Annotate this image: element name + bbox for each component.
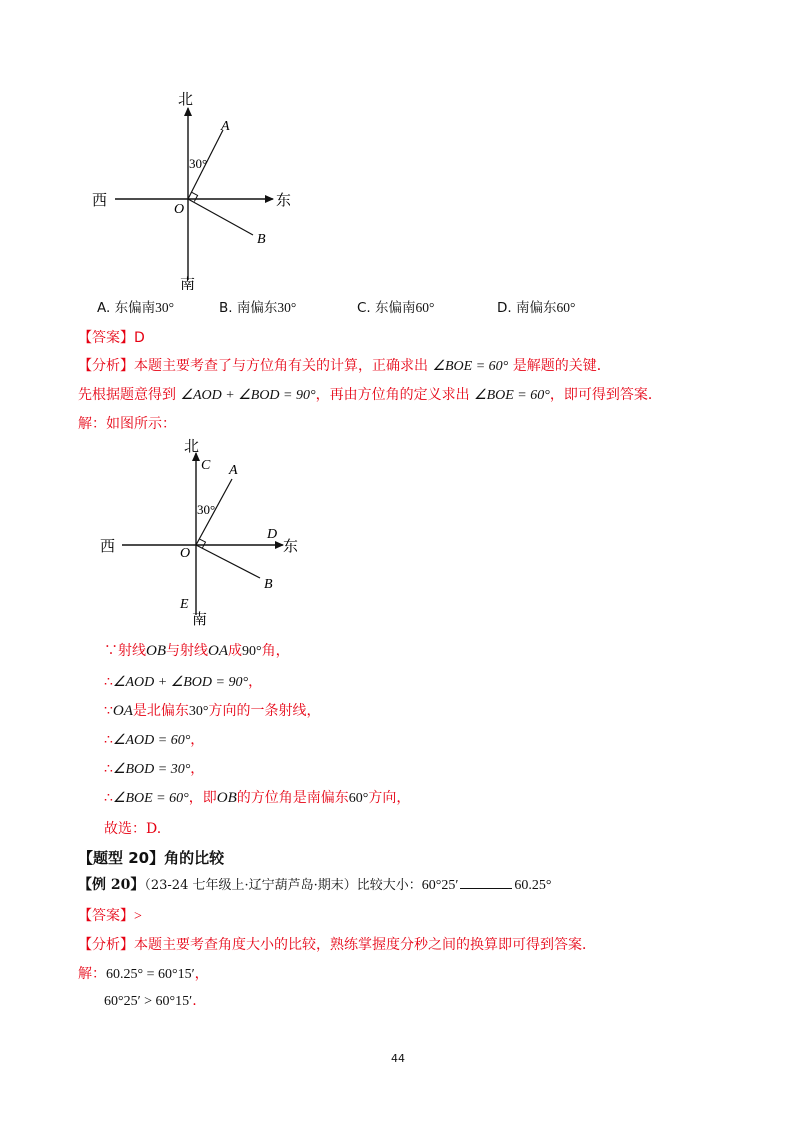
north-label: 北 (178, 92, 194, 108)
option-b-value: 30° (277, 300, 297, 315)
solution-2-end-1: ， (194, 966, 209, 982)
answer-1-tag: 【答案】 (78, 330, 134, 346)
option-b (219, 296, 296, 316)
option-a-value: 30° (155, 300, 174, 315)
step-1-text-d: 角， (261, 643, 290, 659)
answer-1 (78, 327, 145, 347)
option-c-letter: C. (357, 300, 371, 316)
point-A-label-2: A (229, 463, 238, 478)
step-1-text-c: 成 (228, 643, 242, 659)
west-label-2: 西 (100, 539, 116, 555)
point-E-label: E (180, 597, 189, 612)
analysis-1-text-5: ，即可得到答案． (549, 387, 662, 403)
east-label: 东 (276, 193, 292, 209)
section-title: 【题型 20】角的比较 (78, 849, 225, 867)
analysis-1-text-3: 先根据题意得到 (78, 387, 176, 403)
step-6-formula: ∠BOE = 60° (112, 791, 189, 806)
option-a (97, 296, 174, 316)
point-C-label: C (201, 458, 211, 473)
option-a-letter: A. (97, 300, 111, 316)
step-3-degree: 30° (188, 704, 209, 719)
ray-OB-name-2: OB (216, 790, 237, 806)
solution-2-end-2: . (192, 993, 197, 1009)
ray-OA-name: OA (208, 643, 228, 659)
therefore-sym-4: ∴ (104, 790, 113, 806)
solution-2-label: 解： (78, 966, 106, 982)
step-5 (104, 758, 204, 778)
point-O-label: O (174, 202, 185, 217)
answer-1-value: D (134, 330, 145, 346)
example-left-value: 60°25′ (421, 878, 459, 893)
option-c-text: 东偏南 (375, 300, 416, 316)
option-d-text: 南偏东 (515, 300, 557, 316)
angle-30-label-2: 30° (197, 502, 216, 517)
step-5-formula: ∠BOD = 30° (112, 762, 191, 777)
analysis-2 (78, 934, 596, 954)
option-c-value: 60° (415, 300, 435, 315)
solution-2-formula-2: 60°25′ > 60°15′ (104, 994, 193, 1009)
angle-30-label: 30° (189, 156, 208, 171)
formula-BOE-60: ∠BOE = 60° (432, 359, 509, 374)
analysis-2-text: 本题主要考查角度大小的比较，熟练掌握度分秒之间的换算即可得到答案． (134, 937, 596, 953)
example-tag: 【例 20】 (78, 877, 145, 893)
figure-1-diagram (80, 85, 310, 290)
analysis-1-tag: 【分析】 (78, 358, 134, 374)
south-label-2: 南 (192, 612, 208, 628)
analysis-1-text-2: 是解题的关键． (512, 358, 611, 374)
answer-2 (78, 905, 142, 925)
therefore-sym-2: ∴ (104, 732, 113, 748)
step-3-text-a: 是北偏东 (132, 703, 189, 719)
example-20 (78, 874, 552, 894)
east-label-2: 东 (283, 539, 299, 555)
step-2 (104, 671, 262, 691)
option-b-letter: B. (219, 300, 233, 316)
formula-BOE-60-b: ∠BOE = 60° (474, 388, 550, 403)
ray-OA-name-2: OA (112, 703, 133, 719)
step-6 (104, 787, 410, 807)
north-label-2: 北 (184, 439, 200, 455)
because-sym-2: ∵ (104, 703, 113, 719)
point-B-label-2: B (264, 577, 273, 592)
step-2-formula: ∠AOD + ∠BOD = 90° (112, 675, 249, 690)
step-1-text-a: 射线 (118, 643, 146, 659)
figure-2-diagram (90, 435, 320, 630)
example-right-value: 60.25° (514, 878, 552, 893)
analysis-2-tag: 【分析】 (78, 937, 134, 953)
answer-blank[interactable] (460, 876, 512, 889)
solution-2-line-2 (104, 993, 197, 1010)
analysis-1-text-4: ，再由方位角的定义求出 (315, 387, 470, 403)
step-2-end: ， (248, 674, 263, 690)
option-a-text: 东偏南 (114, 300, 156, 316)
point-D-label: D (267, 527, 278, 542)
solution-2-line-1 (78, 963, 209, 983)
option-d (497, 296, 575, 316)
answer-2-value: > (134, 909, 142, 924)
step-3 (104, 700, 321, 720)
step-6-text-a: ，即 (188, 790, 217, 806)
step-6-text-c: 方向， (368, 790, 411, 806)
option-d-value: 60° (556, 300, 576, 315)
solution-2-formula-1: 60.25° = 60°15′ (106, 967, 195, 982)
step-1-degree: 90° (242, 644, 262, 659)
point-A-label: A (221, 119, 230, 134)
point-B-label: B (257, 232, 266, 247)
because-sym: ∵ (104, 643, 118, 659)
step-4 (104, 729, 204, 749)
option-b-text: 南偏东 (236, 300, 278, 316)
answer-2-tag: 【答案】 (78, 908, 134, 924)
option-d-letter: D. (497, 300, 512, 316)
solution-1-label: 解：如图所示： (78, 416, 176, 432)
ray-OB (188, 199, 253, 235)
point-O-label-2: O (180, 546, 191, 561)
step-6-text-b: 的方位角是南偏东 (236, 790, 349, 806)
analysis-1-text-1: 本题主要考查了与方位角有关的计算，正确求出 (134, 358, 428, 374)
step-1 (104, 640, 290, 660)
step-3-text-b: 方向的一条射线， (208, 703, 321, 719)
step-5-end: ， (190, 761, 205, 777)
final-choice: 故选：D. (104, 821, 162, 837)
ray-OB-name: OB (146, 643, 166, 659)
step-1-text-b: 与射线 (166, 643, 208, 659)
west-label: 西 (92, 193, 108, 209)
step-4-formula: ∠AOD = 60° (112, 733, 191, 748)
analysis-1-line-2 (78, 384, 662, 404)
therefore-sym-3: ∴ (104, 761, 113, 777)
option-c (357, 296, 434, 316)
analysis-1-line-1 (78, 355, 611, 375)
example-source: （23-24 七年级上·辽宁葫芦岛·期末）比较大小： (144, 878, 422, 893)
ray-OB-2 (196, 545, 260, 578)
therefore-sym: ∴ (104, 674, 113, 690)
right-angle-mark (192, 192, 198, 201)
step-6-degree: 60° (348, 791, 369, 806)
page-number: 44 (391, 1052, 405, 1065)
south-label: 南 (180, 277, 196, 290)
step-4-end: ， (190, 732, 205, 748)
formula-AOD-BOD-90: ∠AOD + ∠BOD = 90° (180, 388, 316, 403)
